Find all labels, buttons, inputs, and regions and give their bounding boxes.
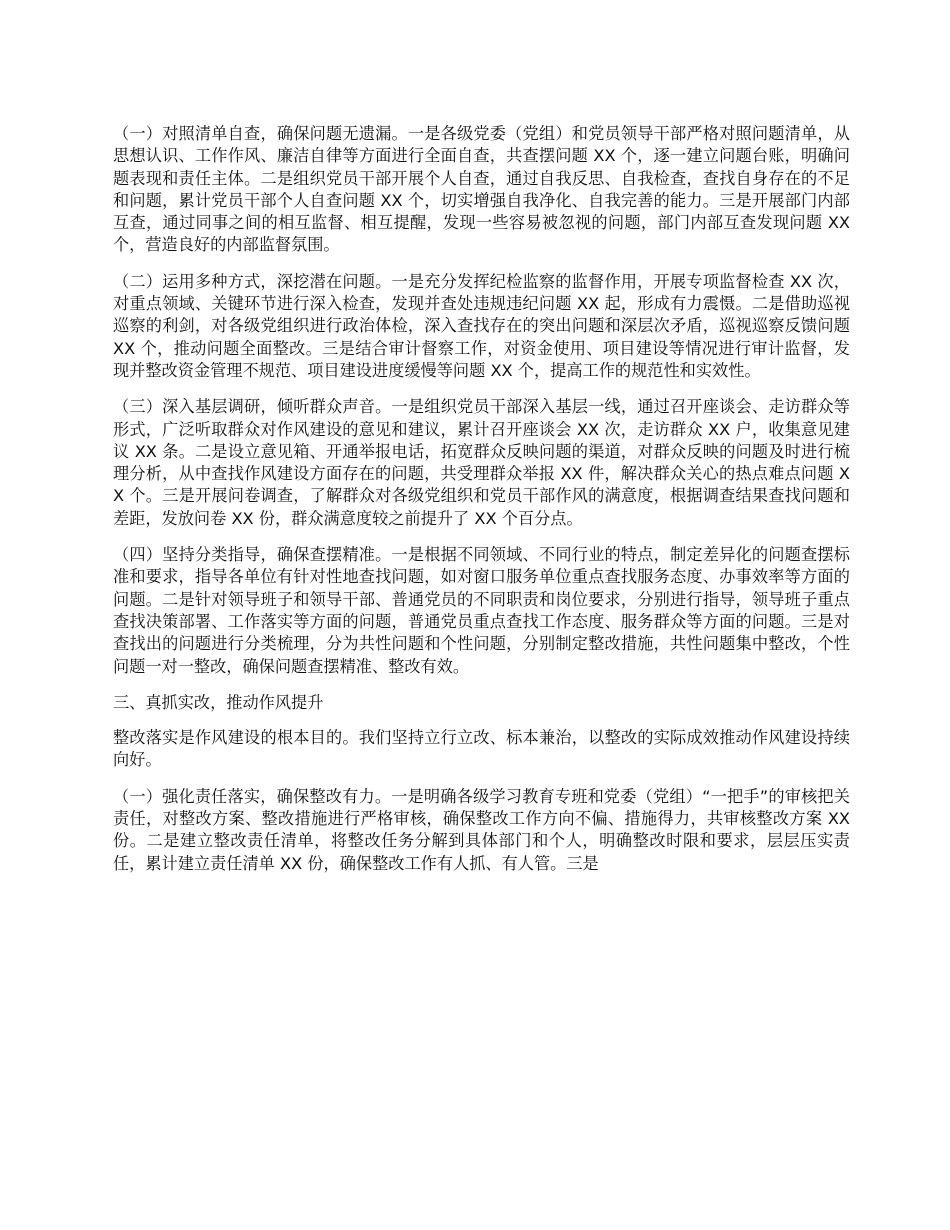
paragraph-multiple-methods: （二）运用多种方式，深挖潜在问题。一是充分发挥纪检监察的监督作用，开展专项监督检查 XX 次，对重点领域、关键环节进行深入检查，发现并查处违规违纪问题 XX 起，形成有力震慑。二是借助巡视巡察的利剑，对各级党组织进行政治体检，深入查找存在的突出问题和深层次矛盾，巡视巡察反馈问题 XX 个，推动问题全面整改。三是结合审计督察工作，对资金使用、项目建设等情况进行审计监督，发现并整改资金管理不规范、项目建设进度缓慢等问题 XX 个，提高工作的规范性和实效性。 — [113, 271, 850, 380]
paragraph-classified-guidance: （四）坚持分类指导，确保查摆精准。一是根据不同领域、不同行业的特点，制定差异化的问题查摆标准和要求，指导各单位有针对性地查找问题，如对窗口服务单位重点查找服务态度、办事效率等方面的问题。二是针对领导班子和领导干部、普通党员的不同职责和岗位要求，分别进行指导，领导班子重点查找决策部署、工作落实等方面的问题，普通党员重点查找工作态度、服务群众等方面的问题。三是对查找出的问题进行分类梳理，分为共性问题和个性问题，分别制定整改措施，共性问题集中整改，个性问题一对一整改，确保问题查摆精准、整改有效。 — [113, 545, 850, 676]
section-heading: 三、真抓实改，推动作风提升 — [113, 692, 324, 712]
paragraph-grassroots-research: （三）深入基层调研，倾听群众声音。一是组织党员干部深入基层一线，通过召开座谈会、走访群众等形式，广泛听取群众对作风建设的意见和建议，累计召开座谈会 XX 次，走访群众 XX 户，收集意见建议 XX 条。二是设立意见箱、开通举报电话，拓宽群众反映问题的渠道，对群众反映的问题及时进行梳理分析，从中查找作风建设方面存在的问题，共受理群众举报 XX 件，解决群众关心的热点难点问题 XX 个。三是开展问卷调查，了解群众对各级党组织和党员干部作风的满意度，根据调查结果查找问题和差距，发放问卷 XX 份，群众满意度较之前提升了 XX 个百分点。 — [113, 397, 850, 528]
document-body — [113, 123, 850, 889]
paragraph-rectification-intro: 整改落实是作风建设的根本目的。我们坚持立行立改、标本兼治，以整改的实际成效推动作风建设持续向好。 — [113, 728, 850, 770]
paragraph-self-check: （一）对照清单自查，确保问题无遗漏。一是各级党委（党组）和党员领导干部严格对照问题清单，从思想认识、工作作风、廉洁自律等方面进行全面自查，共查摆问题 XX 个，逐一建立问题台账，明确问题表现和责任主体。二是组织党员干部开展个人自查，通过自我反思、自我检查，查找自身存在的不足和问题，累计党员干部个人自查问题 XX 个，切实增强自我净化、自我完善的能力。三是开展部门内部互查，通过同事之间的相互监督、相互提醒，发现一些容易被忽视的问题，部门内部互查发现问题 XX 个，营造良好的内部监督氛围。 — [113, 124, 850, 255]
paragraph-responsibility: （一）强化责任落实，确保整改有力。一是明确各级学习教育专班和党委（党组）“一把手”的审核把关责任，对整改方案、整改措施进行严格审核，确保整改工作方向不偏、措施得力，共审核整改方案 XX 份。二是建立整改责任清单，将整改任务分解到具体部门和个人，明确整改时限和要求，层层压实责任，累计建立责任清单 XX 份，确保整改工作有人抓、有人管。三是 — [113, 786, 850, 873]
